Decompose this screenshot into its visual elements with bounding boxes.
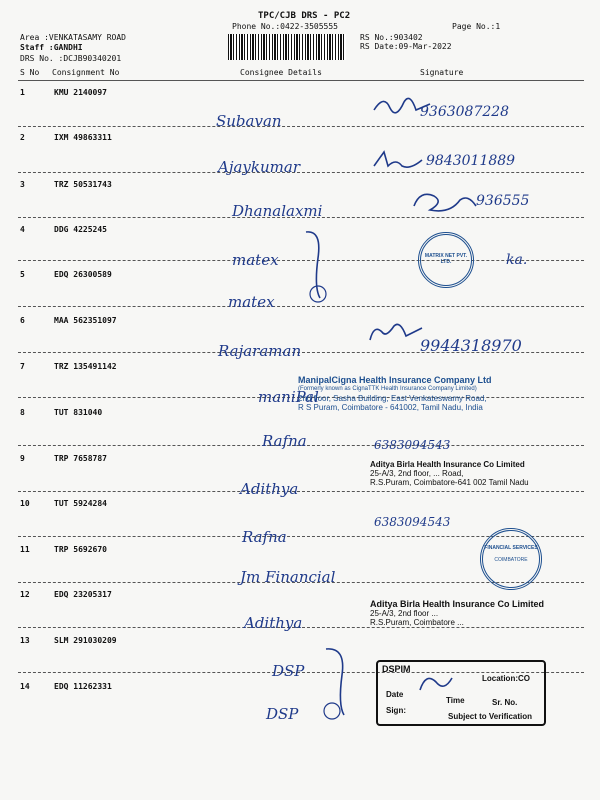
stamp-text: FINANCIAL SERVICES [484, 545, 538, 551]
stamp-line: 25-A/3, 2nd floor ... [370, 609, 439, 618]
row-divider [18, 172, 584, 173]
row-consignment: DDG 4225245 [54, 225, 107, 234]
staff-field: Staff :GANDHI [20, 43, 83, 52]
row-consignment: EDQ 11262331 [54, 682, 112, 691]
row-consignment: TUT 831040 [54, 408, 103, 417]
row-sno: 4 [20, 225, 25, 234]
row-consignee-handwritten: Ajaykumar [218, 158, 300, 176]
row-sno: 11 [20, 545, 30, 554]
manipal-stamp [298, 376, 528, 412]
row-sno: 8 [20, 408, 25, 417]
report-title: TPC/CJB DRS - PC2 [258, 11, 351, 21]
row-consignee-handwritten-extra: DSP [266, 705, 299, 723]
row-sno: 10 [20, 499, 30, 508]
matrix-round-stamp [418, 232, 474, 288]
row-divider [18, 491, 584, 492]
handwritten-bracket-mark [316, 645, 356, 725]
stamp-line: 25-A/3, 2nd floor, ... Road, [370, 469, 464, 478]
rs-date: RS Date:09-Mar-2022 [360, 42, 452, 51]
handwritten-signature-mark [370, 148, 430, 174]
row-divider [18, 126, 584, 127]
stamp-text: MATRIX NET PVT. LTD. [424, 253, 468, 265]
row-signature: 9944318970 [420, 336, 522, 355]
stamp-line: R S Puram, Coimbatore - 641002, Tamil Nadu, India [298, 403, 483, 412]
dspim-verification-stamp [376, 660, 546, 726]
row-consignee-handwritten: Dhanalaxmi [232, 202, 323, 220]
col-consignment: Consignment No [52, 68, 120, 77]
row-consignment: EDQ 26300589 [54, 270, 112, 279]
row-consignment: TRP 5692670 [54, 545, 107, 554]
row-consignment: TRZ 135491142 [54, 362, 117, 371]
row-consignee-handwritten: Adithya [244, 614, 303, 632]
stamp-text: COIMBATORE [494, 557, 528, 563]
stamp-line: R.S.Puram, Coimbatore-641 002 Tamil Nadu [370, 478, 529, 487]
row-consignee-handwritten: maniPal [258, 388, 319, 406]
area-field: Area :VENKATASAMY ROAD [20, 33, 126, 42]
stamp-line: Aditya Birla Health Insurance Co Limited [370, 460, 525, 469]
col-sno: S No [20, 68, 40, 77]
stamp-location: Location:CO [482, 674, 530, 683]
row-signature: 9363087228 [420, 104, 510, 120]
row-consignee-handwritten: matex [228, 293, 275, 311]
handwritten-signature-mark [370, 92, 450, 122]
row-sno: 13 [20, 636, 30, 645]
aditya-birla-stamp [370, 460, 580, 487]
stamp-time-label: Time [446, 696, 465, 705]
row-sno: 9 [20, 454, 25, 463]
barcode [228, 34, 346, 60]
row-sno: 6 [20, 316, 25, 325]
row-sno: 3 [20, 180, 25, 189]
handwritten-signature-mark [410, 186, 480, 220]
row-consignee-handwritten: Rajaraman [218, 342, 302, 360]
row-consignee-handwritten: DSP [272, 662, 305, 680]
stamp-date-label: Date [386, 690, 404, 699]
col-consignee: Consignee Details [240, 68, 322, 77]
row-sno: 1 [20, 88, 25, 97]
financial-services-round-stamp [480, 528, 542, 590]
row-consignee-handwritten: Subavan [216, 112, 282, 130]
row-consignee-handwritten: Adithya [240, 480, 299, 498]
stamp-line: (Formerly known as CignaTTK Health Insurance Company Limited) [298, 386, 477, 392]
stamp-line: R.S.Puram, Coimbatore ... [370, 618, 464, 627]
row-consignee-handwritten: Rafna [242, 528, 287, 546]
row-consignment: TRP 7658787 [54, 454, 107, 463]
row-sno: 12 [20, 590, 30, 599]
phone-number: Phone No.:0422-3505555 [232, 22, 338, 31]
handwritten-signature-mark [366, 318, 426, 348]
row-consignee-handwritten: Jm Financial [240, 568, 336, 586]
row-sno: 2 [20, 133, 25, 142]
stamp-line: 2nd floor, Sasha Building, East Venkateswamy Road, [298, 394, 487, 403]
row-sno: 14 [20, 682, 30, 691]
page-number: Page No.:1 [452, 22, 501, 31]
stamp-line: ManipalCigna Health Insurance Company Ltd [298, 375, 492, 385]
stamp-line: Aditya Birla Health Insurance Co Limited [370, 599, 545, 609]
row-sno: 5 [20, 270, 25, 279]
stamp-srno-label: Sr. No. [492, 698, 518, 707]
row-divider [18, 217, 584, 218]
rs-number: RS No.:903402 [360, 33, 423, 42]
handwritten-bracket-mark [300, 228, 340, 308]
row-signature: 6383094543 [374, 438, 451, 452]
row-signature: 936555 [476, 193, 530, 209]
row-consignment: SLM 291030209 [54, 636, 117, 645]
drs-number: DRS No. :DCJB90340201 [20, 54, 122, 63]
row-consignment: KMU 2140097 [54, 88, 107, 97]
aditya-birla-stamp [370, 600, 580, 627]
header-divider [18, 80, 584, 81]
row-consignee-handwritten: matex [232, 251, 279, 269]
row-sno: 7 [20, 362, 25, 371]
stamp-sign-label: Sign: [386, 706, 406, 715]
row-signature: ka. [506, 252, 528, 268]
row-consignment: EDQ 23205317 [54, 590, 112, 599]
stamp-title: DSPIM [382, 664, 411, 674]
row-consignment: TRZ 50531743 [54, 180, 112, 189]
stamp-subject: Subject to Verification [448, 712, 533, 721]
row-signature: 6383094543 [374, 515, 451, 529]
col-signature: Signature [420, 68, 464, 77]
row-consignment: IXM 49863311 [54, 133, 112, 142]
row-consignment: MAA 562351097 [54, 316, 117, 325]
row-consignee-handwritten: Rafna [262, 432, 307, 450]
row-signature: 9843011889 [426, 153, 516, 169]
row-consignment: TUT 5924284 [54, 499, 107, 508]
